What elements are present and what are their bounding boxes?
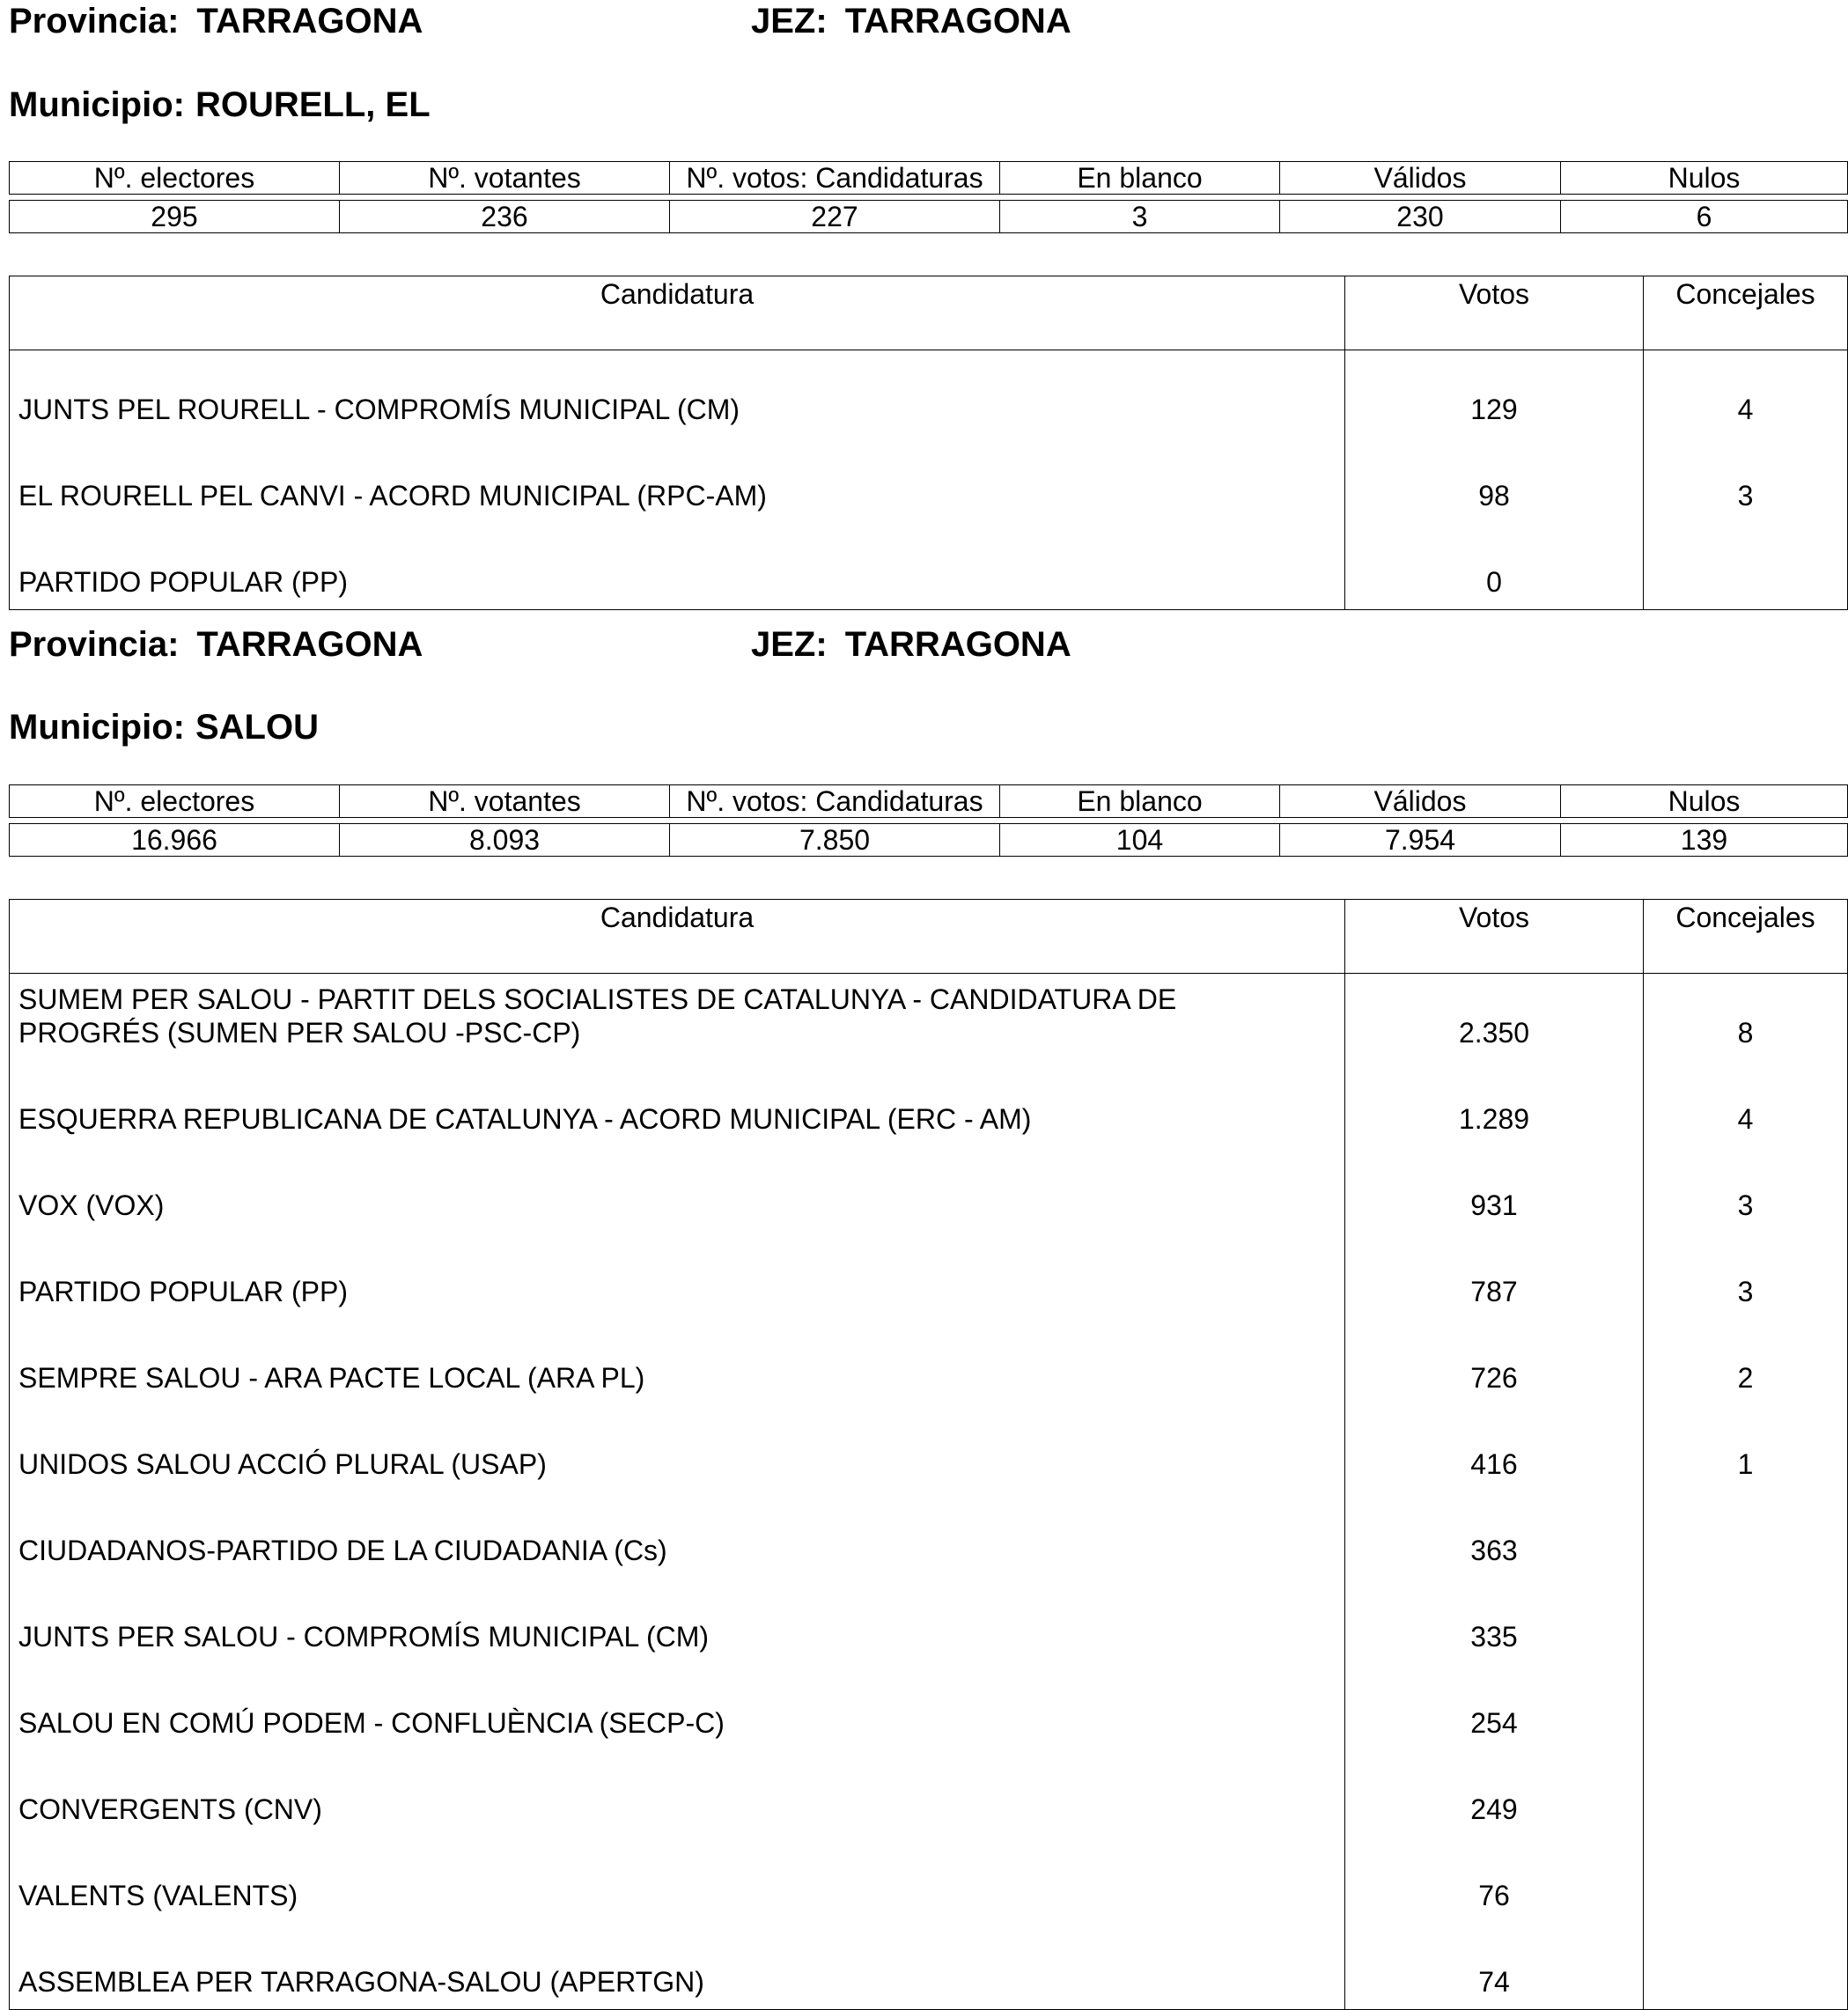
stats-value-cell: 227: [670, 201, 1000, 233]
stats-header-cell: Válidos: [1280, 162, 1561, 195]
concejales-header: Concejales: [1644, 900, 1848, 974]
candidate-concejales: [1644, 1491, 1848, 1578]
candidate-name: VOX (VOX): [10, 1146, 1345, 1233]
jez-value: TARRAGONA: [844, 625, 1071, 664]
candidate-votos: 76: [1345, 1837, 1644, 1923]
stats-header-cell: Nº. votos: Candidaturas: [670, 785, 1000, 818]
candidate-name: SUMEM PER SALOU - PARTIT DELS SOCIALISTES DE CATALUNYA - CANDIDATURA DE PROGRÉS (SUMEN PER SALOU -PSC-CP): [10, 974, 1345, 1061]
candidate-concejales: 4: [1644, 1060, 1848, 1146]
table-row: [10, 974, 1848, 1061]
candidate-votos: 787: [1345, 1233, 1644, 1319]
municipio-label: Municipio:: [9, 85, 185, 124]
stats-header-cell: Nº. electores: [10, 785, 340, 818]
candidate-votos: 2.350: [1345, 974, 1644, 1061]
jez-heading: [751, 623, 1071, 666]
candidates-table: [9, 899, 1848, 2010]
candidate-name: CONVERGENTS (CNV): [10, 1750, 1345, 1837]
candidate-votos: 254: [1345, 1664, 1644, 1750]
candidate-concejales: 8: [1644, 974, 1848, 1061]
municipio-value: SALOU: [195, 708, 319, 747]
candidate-concejales: [1644, 1750, 1848, 1837]
candidate-concejales: 3: [1644, 1233, 1848, 1319]
candidate-concejales: 1: [1644, 1405, 1848, 1491]
table-row: [10, 1146, 1848, 1233]
candidate-name: SALOU EN COMÚ PODEM - CONFLUÈNCIA (SECP-C): [10, 1664, 1345, 1750]
stats-header-row: [10, 785, 1848, 818]
stats-header-cell: En blanco: [1000, 785, 1280, 818]
candidate-concejales: [1644, 523, 1848, 610]
stats-header-cell: Nº. electores: [10, 162, 340, 195]
stats-value-cell: 16.966: [10, 824, 340, 857]
stats-value-row: [10, 824, 1848, 857]
candidate-name: JUNTS PEL ROURELL - COMPROMÍS MUNICIPAL (CM): [10, 350, 1345, 438]
stats-header-cell: Válidos: [1280, 785, 1561, 818]
candidate-name: VALENTS (VALENTS): [10, 1837, 1345, 1923]
candidate-votos: 416: [1345, 1405, 1644, 1491]
stats-value-cell: 295: [10, 201, 340, 233]
table-row: [10, 350, 1848, 438]
table-row: [10, 1750, 1848, 1837]
candidates-header-row: [10, 900, 1848, 974]
candidate-name: JUNTS PER SALOU - COMPROMÍS MUNICIPAL (CM): [10, 1578, 1345, 1664]
candidate-name: PARTIDO POPULAR (PP): [10, 1233, 1345, 1319]
candidate-name: SEMPRE SALOU - ARA PACTE LOCAL (ARA PL): [10, 1319, 1345, 1405]
stats-values-table: [9, 823, 1848, 857]
stats-value-cell: 3: [1000, 201, 1280, 233]
candidate-name: CIUDADANOS-PARTIDO DE LA CIUDADANIA (Cs): [10, 1491, 1345, 1578]
table-row: [10, 437, 1848, 523]
candidate-concejales: [1644, 1578, 1848, 1664]
stats-header-cell: Nº. votantes: [340, 785, 670, 818]
table-row: [10, 1319, 1848, 1405]
provincia-heading: [9, 623, 423, 666]
candidatura-header: Candidatura: [10, 276, 1345, 350]
candidatura-header: Candidatura: [10, 900, 1345, 974]
stats-value-cell: 230: [1280, 201, 1561, 233]
stats-value-cell: 7.954: [1280, 824, 1561, 857]
candidate-name: ASSEMBLEA PER TARRAGONA-SALOU (APERTGN): [10, 1923, 1345, 2010]
stats-value-row: [10, 201, 1848, 233]
candidate-name: EL ROURELL PEL CANVI - ACORD MUNICIPAL (RPC-AM): [10, 437, 1345, 523]
provincia-label: Provincia:: [9, 625, 180, 664]
table-row: [10, 1578, 1848, 1664]
stats-header-cell: En blanco: [1000, 162, 1280, 195]
candidate-concejales: [1644, 1923, 1848, 2010]
candidate-votos: 129: [1345, 350, 1644, 438]
candidate-concejales: 3: [1644, 437, 1848, 523]
candidate-concejales: 2: [1644, 1319, 1848, 1405]
votos-header: Votos: [1345, 276, 1644, 350]
municipio-heading: [9, 84, 431, 126]
votos-header: Votos: [1345, 900, 1644, 974]
candidate-votos: 335: [1345, 1578, 1644, 1664]
candidate-concejales: [1644, 1664, 1848, 1750]
jez-label: JEZ:: [751, 2, 828, 40]
candidate-votos: 249: [1345, 1750, 1644, 1837]
stats-value-cell: 104: [1000, 824, 1280, 857]
provincia-value: TARRAGONA: [196, 625, 423, 664]
provincia-label: Provincia:: [9, 2, 180, 40]
table-row: [10, 1405, 1848, 1491]
candidate-votos: 363: [1345, 1491, 1644, 1578]
stats-header-row: [10, 162, 1848, 195]
stats-header-cell: Nulos: [1561, 162, 1848, 195]
candidate-concejales: 3: [1644, 1146, 1848, 1233]
stats-header-cell: Nº. votantes: [340, 162, 670, 195]
stats-table: [9, 161, 1848, 195]
table-row: [10, 1923, 1848, 2010]
candidate-name: UNIDOS SALOU ACCIÓ PLURAL (USAP): [10, 1405, 1345, 1491]
jez-label: JEZ:: [751, 625, 828, 664]
table-row: [10, 1664, 1848, 1750]
table-row: [10, 1491, 1848, 1578]
stats-header-cell: Nulos: [1561, 785, 1848, 818]
candidate-votos: 98: [1345, 437, 1644, 523]
table-row: [10, 523, 1848, 610]
table-row: [10, 1060, 1848, 1146]
candidate-votos: 931: [1345, 1146, 1644, 1233]
table-row: [10, 1233, 1848, 1319]
jez-value: TARRAGONA: [844, 2, 1071, 40]
stats-values-table: [9, 200, 1848, 233]
candidate-votos: 726: [1345, 1319, 1644, 1405]
stats-value-cell: 7.850: [670, 824, 1000, 857]
candidate-concejales: 4: [1644, 350, 1848, 438]
candidates-table: [9, 276, 1848, 610]
candidate-votos: 1.289: [1345, 1060, 1644, 1146]
provincia-heading: [9, 0, 423, 42]
jez-heading: [751, 0, 1071, 42]
stats-value-cell: 139: [1561, 824, 1848, 857]
candidates-header-row: [10, 276, 1848, 350]
candidate-votos: 0: [1345, 523, 1644, 610]
stats-value-cell: 236: [340, 201, 670, 233]
municipio-label: Municipio:: [9, 708, 185, 747]
stats-table: [9, 784, 1848, 818]
stats-header-cell: Nº. votos: Candidaturas: [670, 162, 1000, 195]
stats-value-cell: 6: [1561, 201, 1848, 233]
provincia-value: TARRAGONA: [196, 2, 423, 40]
stats-value-cell: 8.093: [340, 824, 670, 857]
municipio-value: ROURELL, EL: [195, 85, 431, 124]
concejales-header: Concejales: [1644, 276, 1848, 350]
municipio-heading: [9, 706, 319, 748]
candidate-name: PARTIDO POPULAR (PP): [10, 523, 1345, 610]
candidate-name: ESQUERRA REPUBLICANA DE CATALUNYA - ACORD MUNICIPAL (ERC - AM): [10, 1060, 1345, 1146]
table-row: [10, 1837, 1848, 1923]
candidate-votos: 74: [1345, 1923, 1644, 2010]
candidate-concejales: [1644, 1837, 1848, 1923]
